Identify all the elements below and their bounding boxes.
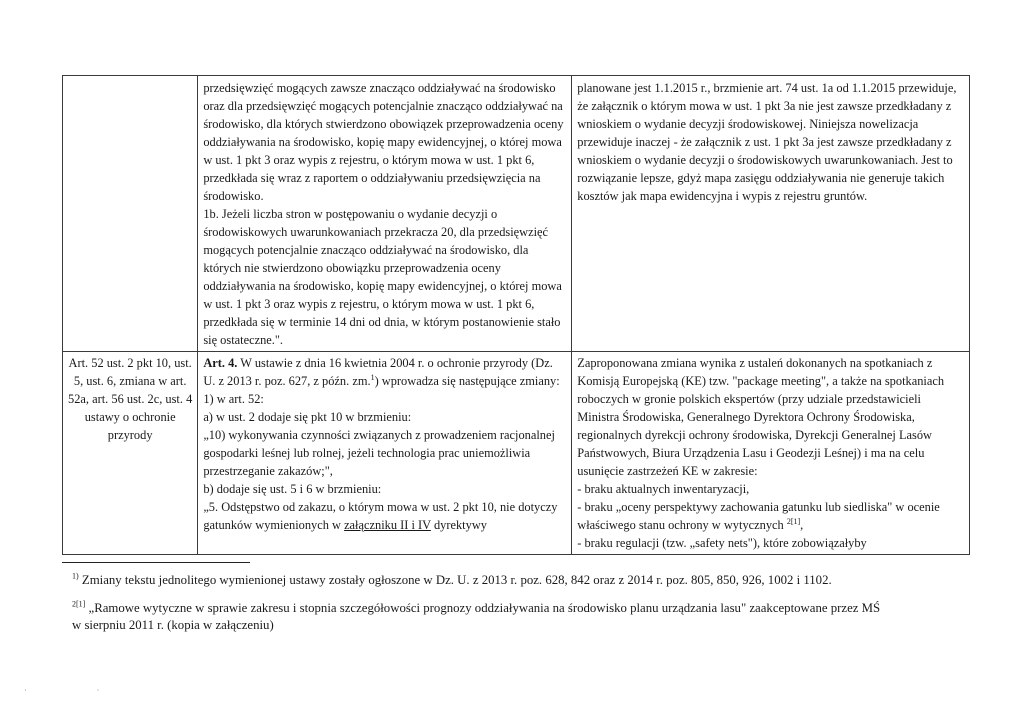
footnote-2 [72, 600, 972, 634]
justification-cell [572, 352, 970, 555]
table-row [63, 352, 970, 555]
article-intro-end: ) wprowadza się następujące zmiany: [374, 374, 560, 388]
provision-cell [63, 352, 198, 555]
amendment-text: przedsięwzięć mogących zawsze znacząco oddziaływać na środowisko oraz dla przedsięwzięć mogących potencjalnie znacząco oddziaływać na środowisko, dla których stwierdzono obowiązek przeprowadzenia oceny oddziaływania na środowisko, kopię mapy ewidencyjnej, o której mowa w ust. 1 pkt 3 oraz wypis z rejestru, o którym mowa w ust. 1 pkt 6, przedkłada się wraz z raportem o oddziaływaniu przedsięwzięcia na środowisko. 1b. Jeżeli liczba stron w postępowaniu o wydanie decyzji o środowiskowych uwarunkowaniach przekracza 20, dla przedsięwzięć mogących potencjalnie znacząco oddziaływać na środowisko, dla których nie stwierdzono obowiązku przeprowadzenia oceny oddziaływania na środowisko, kopię mapy ewidencyjnej, o której mowa w ust. 1 pkt 3 oraz wypis z rejestru, o którym mowa w ust. 1 pkt 6, przedkłada się w terminie 14 dni od dnia, w którym postanowienie stało się ostateczne.". [203, 81, 564, 347]
footnote-reference: 1 [370, 372, 375, 382]
justification-text [577, 354, 964, 552]
justification-body: Zaproponowana zmiana wynika z ustaleń dokonanych na spotkaniach z Komisją Europejską (KE) tzw. "package meeting", a także na spotkaniach roboczych w gronie polskich ekspertów (przy udziale przedstawicieli Ministra Środowiska, Generalnego Dyrektora Ochrony Środowiska, regionalnych dyrekcji ochrony środowiska, Dyrekcji Generalnej Lasów Państwowych, Biura Urządzenia Lasu i Geodezji Leśnej) i ma na celu usunięcie zastrzeżeń KE w zakresie: - braku aktualnych inwentaryzacji, - braku „oceny perspektywy zachowania gatunku lub siedliska" w ocenie właściwego stanu ochrony w wytycznych [577, 356, 945, 532]
footnote-text: Zmiany tekstu jednolitego wymienionej ustawy zostały ogłoszone w Dz. U. z 2013 r. poz. 628, 842 oraz z 2014 r. poz. 805, 850, 926, 1002 i 1102. [78, 573, 832, 587]
provision-cell [63, 76, 198, 352]
footnote-1 [72, 572, 972, 589]
footnote-mark: 1) [72, 571, 79, 581]
footnote-reference: 2[1] [786, 516, 801, 526]
scan-specks: · · [24, 686, 134, 695]
amendment-cell [198, 352, 572, 555]
justification-cell [572, 76, 970, 352]
amendment-cell [198, 76, 572, 352]
article-number: Art. 4. [203, 356, 238, 370]
footnote-mark: 2[1] [72, 599, 86, 609]
justification-tail: , - braku regulacji (tzw. „safety nets"), które zobowiązałyby [577, 518, 867, 550]
amendment-text [203, 354, 566, 534]
footnote-separator [62, 562, 250, 563]
annex-link[interactable]: załączniku II i IV [344, 518, 431, 532]
comparison-table [62, 75, 970, 555]
article-tail: dyrektywy [430, 518, 487, 532]
justification-text: planowane jest 1.1.2015 r., brzmienie art. 74 ust. 1a od 1.1.2015 przewiduje, że załącznik o którym mowa w ust. 1 pkt 3a nie jest zawsze przedkładany z wnioskiem o wydanie decyzji środowiskowej. Niniejsza nowelizacja przewiduje inaczej - że załącznik z ust. 1 pkt 3a jest zawsze przedkładany z wnioskiem o wydanie decyzji o środowiskowych uwarunkowaniach. Jest to rozwiązanie lepsze, gdyż mapa zasięgu oddziaływania nie generuje takich kosztów jak mapa ewidencyjna i wypis z rejestru gruntów. [577, 81, 960, 203]
provision-text: Art. 52 ust. 2 pkt 10, ust. 5, ust. 6, zmiana w art. 52a, art. 56 ust. 2c, ust. 4 ustawy o ochronie przyrody [68, 356, 196, 442]
article-intro: W ustawie z dnia 16 kwietnia 2004 r. o ochronie przyrody (Dz. U. z 2013 r. poz. 627, z późn. zm. [203, 356, 556, 388]
footnote-text: „Ramowe wytyczne w sprawie zakresu i stopnia szczegółowości prognozy oddziaływania na środowisko planu urządzania lasu" zaakceptowane przez MŚ w sierpniu 2011 r. (kopia w załączeniu) [72, 601, 881, 632]
table-row [63, 76, 970, 352]
article-body: 1) w art. 52: a) w ust. 2 dodaje się pkt 10 w brzmieniu: „10) wykonywania czynności związanych z prowadzeniem racjonalnej gospodarki leśnej lub rolnej, jeżeli technologia prac uniemożliwia przestrzeganie zakazów;", b) dodaje się ust. 5 i 6 w brzmieniu: „5. Odstępstwo od zakazu, o którym mowa w ust. 2 pkt 10, nie dotyczy gatunków wymienionych w [203, 392, 558, 532]
